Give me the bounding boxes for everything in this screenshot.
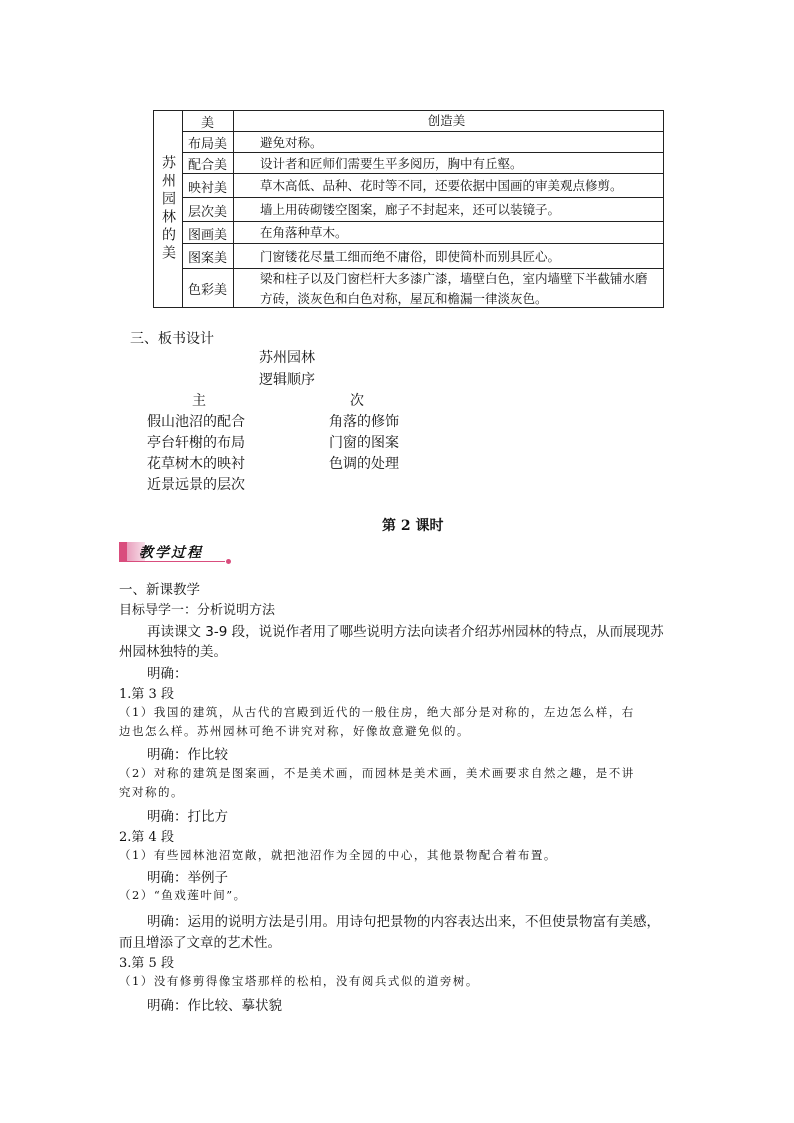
row-key: 图案美 xyxy=(182,244,234,269)
badge-underline xyxy=(127,561,225,562)
answer-label: 明确： xyxy=(147,666,188,682)
paragraph-3-heading: 1.第 3 段 xyxy=(119,687,174,702)
row-value: 梁和柱子以及门窗栏杆大多漆广漆，墙壁白色，室内墙壁下半截铺水磨方砖，淡灰色和白色对称，屋瓦和檐漏一律淡灰色。 xyxy=(260,270,648,306)
section-badge xyxy=(119,540,231,564)
board-title-1: 苏州园林 xyxy=(259,350,315,366)
board-main-item: 花草树木的映衬 xyxy=(147,456,245,472)
p3-answer2: 明确：打比方 xyxy=(147,809,228,825)
para1-line2: 州园林独特的美。 xyxy=(119,644,227,660)
badge-text: 教学过程 xyxy=(139,545,203,561)
side-label-text: 苏州园林的美 xyxy=(160,155,176,263)
board-minor-item: 角落的修饰 xyxy=(329,414,399,430)
row-value: 设计者和匠师们需要生平多阅历，胸中有丘壑。 xyxy=(260,155,523,171)
table-row xyxy=(182,152,663,174)
table-row xyxy=(182,221,663,244)
board-title-2: 逻辑顺序 xyxy=(259,372,315,388)
row-key: 配合美 xyxy=(182,153,234,174)
goal-heading: 目标导学一：分析说明方法 xyxy=(119,603,276,618)
p3-quote1-line2: 边也怎么样。苏州园林可绝不讲究对称，好像故意避免似的。 xyxy=(119,724,470,738)
p3-quote1-line1: （1）我国的建筑，从古代的宫殿到近代的一般住房，绝大部分是对称的，左边怎么样，右 xyxy=(119,705,635,719)
table-row xyxy=(182,243,663,269)
board-minor-item: 门窗的图案 xyxy=(329,435,399,451)
p3-answer1: 明确：作比较 xyxy=(147,747,228,763)
row-value: 避免对称。 xyxy=(260,134,323,150)
row-value: 门窗镂花尽量工细而绝不庸俗，即使简朴而别具匠心。 xyxy=(260,248,561,264)
table-side-label xyxy=(154,111,183,307)
row-value: 在角落种草木。 xyxy=(260,225,348,240)
p4-answer2-line2: 而且增添了文章的艺术性。 xyxy=(119,935,281,951)
p4-answer2-line1: 明确：运用的说明方法是引用。用诗句把景物的内容表达出来，不但使景物富有美感， xyxy=(147,914,660,930)
row-key: 层次美 xyxy=(182,198,234,222)
p3-quote2-line2: 究对称的。 xyxy=(119,785,184,799)
p5-quote1: （1）没有修剪得像宝塔那样的松柏，没有阅兵式似的道旁树。 xyxy=(119,974,479,988)
p4-quote1: （1）有些园林池沼宽敞，就把池沼作为全园的中心，其他景物配合着布置。 xyxy=(119,848,557,862)
section-heading: 一、新课教学 xyxy=(119,582,200,598)
row-key: 色彩美 xyxy=(182,269,234,308)
paragraph-4-heading: 2.第 4 段 xyxy=(119,830,174,845)
board-minor-label: 次 xyxy=(350,393,364,409)
row-value: 墙上用砖砌镂空图案，廊子不封起来，还可以装镜子。 xyxy=(260,202,561,217)
p4-answer1: 明确：举例子 xyxy=(147,870,228,886)
table-row xyxy=(182,131,663,153)
table-row xyxy=(182,173,663,198)
row-key: 布局美 xyxy=(182,132,234,153)
p3-quote2-line1: （2）对称的建筑是图案画，不是美术画，而园林是美术画，美术画要求自然之趣，是不讲 xyxy=(119,766,635,780)
p4-quote2: （2）“鱼戏莲叶间”。 xyxy=(119,888,247,902)
badge-dot-icon xyxy=(226,559,231,564)
board-main-label: 主 xyxy=(192,393,206,409)
p5-answer1: 明确：作比较、摹状貌 xyxy=(147,998,282,1014)
badge-bar xyxy=(119,542,127,562)
para1-line1: 再读课文 3-9 段，说说作者用了哪些说明方法向读者介绍苏州园林的特点，从而展现苏 xyxy=(147,624,664,640)
row-value: 草木高低、品种、花时等不同，还要依据中国画的审美观点修剪。 xyxy=(260,178,623,193)
table-row xyxy=(182,268,663,308)
header-col1: 美 xyxy=(182,111,234,131)
board-main-item: 亭台轩榭的布局 xyxy=(147,435,245,451)
table-header-row xyxy=(182,111,663,131)
board-heading: 三、板书设计 xyxy=(130,331,214,347)
header-col2: 创造美 xyxy=(427,113,466,128)
board-main-item: 假山池沼的配合 xyxy=(147,414,245,430)
board-minor-item: 色调的处理 xyxy=(329,456,399,472)
row-key: 图画美 xyxy=(182,222,234,244)
paragraph-5-heading: 3.第 5 段 xyxy=(119,956,174,971)
table-row xyxy=(182,197,663,222)
garden-beauty-table xyxy=(153,110,664,308)
board-main-item: 近景远景的层次 xyxy=(147,477,245,493)
lesson2-title: 第 2 课时 xyxy=(382,518,444,534)
row-key: 映衬美 xyxy=(182,174,234,198)
